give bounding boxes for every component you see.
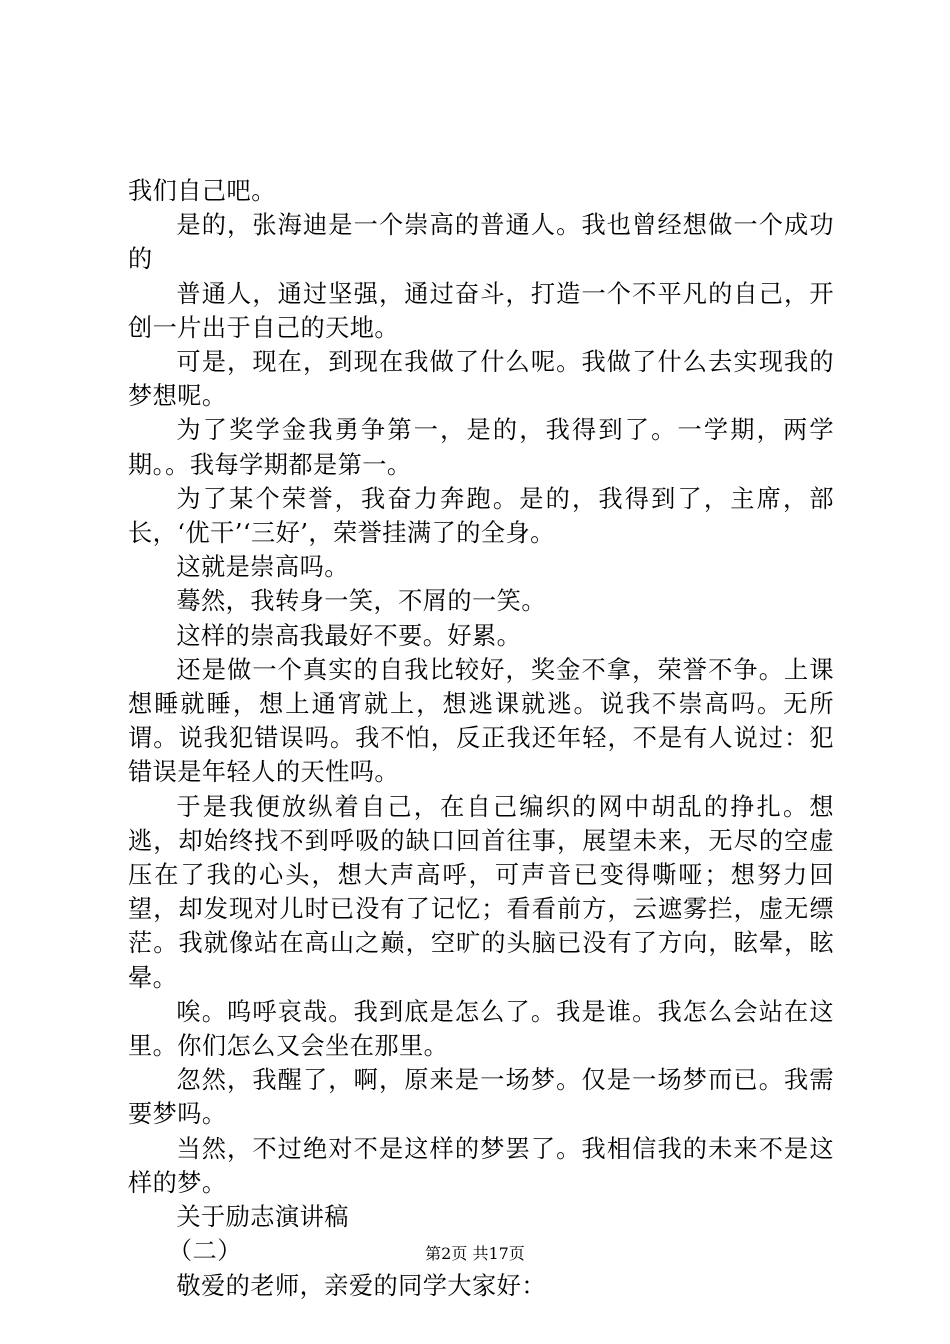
paragraph: 还是做一个真实的自我比较好，奖金不拿，荣誉不争。上课想睡就睡，想上通宵就上，想逃课就逃。说我不崇高吗。无所谓。说我犯错误吗。我不怕，反正我还年轻，不是有人说过：犯错误是年轻人的天性吗。 <box>128 655 834 787</box>
document-body <box>128 174 834 1303</box>
paragraph: 蓦然，我转身一笑，不屑的一笑。 <box>176 587 546 616</box>
paragraph: 为了某个荣誉，我奋力奔跑。是的，我得到了，主席，部长，‘优干’‘三好’，荣誉挂满了的全身。 <box>128 484 834 548</box>
paragraph: 是的，张海迪是一个崇高的普通人。我也曾经想做一个成功的 <box>128 211 834 274</box>
paragraph: 忽然，我醒了，啊，原来是一场梦。仅是一场梦而已。我需要梦吗。 <box>128 1066 834 1129</box>
paragraph: 我们自己吧。 <box>128 177 276 205</box>
paragraph: 这就是崇高吗。 <box>176 553 349 582</box>
page-number-label: 第2页 共17页 <box>425 1244 525 1263</box>
paragraph: 普通人，通过坚强，通过奋斗，打造一个不平凡的自己，开创一片出于自己的天地。 <box>128 279 834 342</box>
section-number: （二） <box>167 1237 242 1266</box>
paragraph: 当然，不过绝对不是这样的梦罢了。我相信我的未来不是这样的梦。 <box>128 1134 834 1197</box>
paragraph: 为了奖学金我勇争第一，是的，我得到了。一学期，两学期。。我每学期都是第一。 <box>128 416 834 479</box>
paragraph: 唉。呜呼哀哉。我到底是怎么了。我是谁。我怎么会站在这里。你们怎么又会坐在那里。 <box>128 997 834 1061</box>
salutation: 敬爱的老师，亲爱的同学大家好： <box>176 1271 546 1300</box>
section-title: 关于励志演讲稿 <box>176 1203 349 1232</box>
paragraph: 可是，现在，到现在我做了什么呢。我做了什么去实现我的梦想呢。 <box>128 348 834 411</box>
page-footer <box>0 1243 950 1265</box>
paragraph: 于是我便放纵着自己，在自己编织的网中胡乱的挣扎。想逃，却始终找不到呼吸的缺口回首往事，展望未来，无尽的空虚压在了我的心头，想大声高呼，可声音已变得嘶哑；想努力回望，却发现对儿时已没有了记忆；看看前方，云遮雾拦，虚无缥茫。我就像站在高山之巅，空旷的头脑已没有了方向，眩晕，眩晕。 <box>128 792 834 992</box>
paragraph: 这样的崇高我最好不要。好累。 <box>176 621 522 650</box>
